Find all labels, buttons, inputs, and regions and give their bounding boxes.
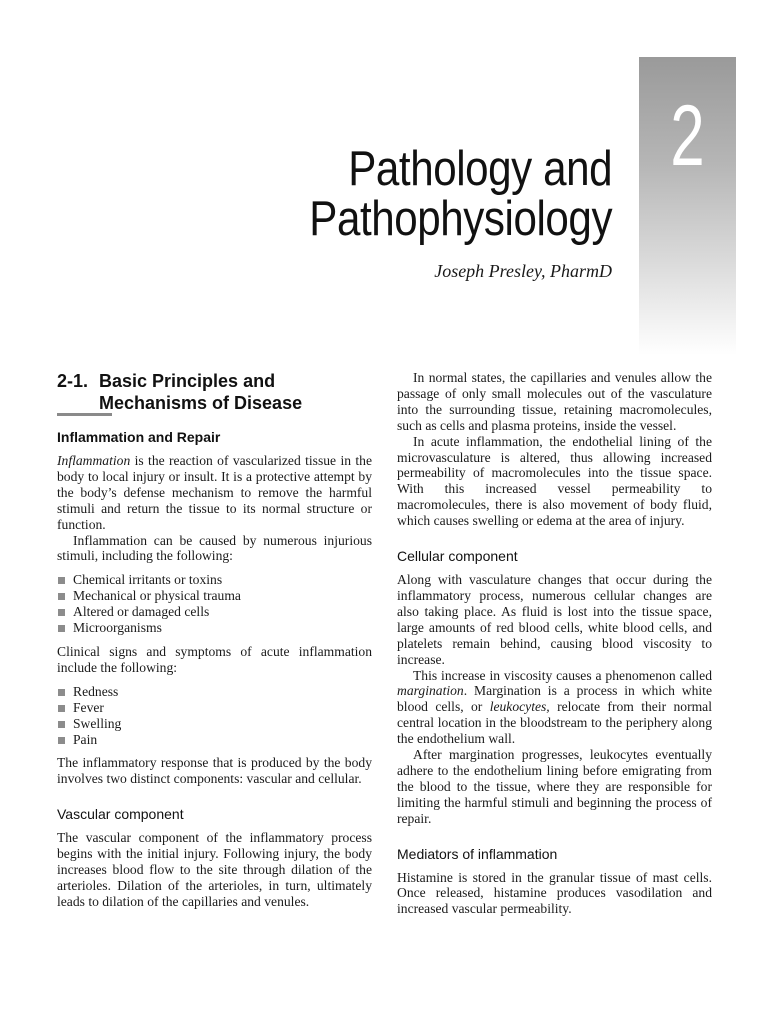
section-number: 2-1. (57, 371, 89, 391)
paragraph-margination: This increase in viscosity causes a phenomenon called margination. Margination is a process in which white blood cells, or leukocytes, relocate from their normal central location in the bloodstream to the periphery along the endothelium wall. (397, 667, 712, 747)
chapter-author: Joseph Presley, PharmD (434, 261, 612, 281)
list-item: Altered or damaged cells (57, 604, 372, 620)
paragraph-emigration: After margination progresses, leukocytes eventually adhere to the endothelium lining before emigrating from the blood to the tissue, where they are responsible for limiting the harmful stimuli and beginning the process of repair. (397, 747, 712, 826)
paragraph-histamine: Histamine is stored in the granular tissue of mast cells. Once released, histamine produces vasodilation and increased vascular permeability. (397, 869, 712, 917)
paragraph-inflammation-definition (57, 453, 372, 533)
paragraph-causes-intro: Inflammation can be caused by numerous injurious stimuli, including the following: (57, 532, 372, 564)
bullet-square-icon (58, 593, 65, 600)
list-item: Pain (57, 732, 372, 748)
bullet-square-icon (58, 689, 65, 696)
paragraph-components-intro: The inflammatory response that is produced by the body involves two distinct components: vascular and cellular. (57, 755, 372, 787)
causes-list (57, 572, 372, 636)
bullet-square-icon (58, 705, 65, 712)
list-item: Mechanical or physical trauma (57, 588, 372, 604)
subheading-cellular-component: Cellular component (397, 548, 518, 565)
term-leukocytes: leukocytes, (489, 699, 550, 715)
paragraph-normal-states: In normal states, the capillaries and venules allow the passage of only small molecules out of the vasculature into the surrounding tissue, retaining macromolecules, such as cells and plasma proteins, inside the vessel. (397, 370, 712, 433)
chapter-number: 2 (670, 88, 705, 184)
term-margination: margination (397, 683, 464, 699)
subheading-inflammation-repair: Inflammation and Repair (57, 429, 221, 445)
signs-list (57, 684, 372, 748)
list-item: Swelling (57, 716, 372, 732)
bullet-square-icon (58, 737, 65, 744)
bullet-square-icon (58, 609, 65, 616)
section-heading-rule (57, 413, 112, 416)
subheading-vascular-component: Vascular component (57, 806, 184, 823)
chapter-tab (639, 57, 736, 355)
subheading-mediators: Mediators of inflammation (397, 845, 558, 862)
bullet-square-icon (58, 625, 65, 632)
chapter-title (260, 144, 612, 244)
list-item: Redness (57, 684, 372, 700)
list-item: Chemical irritants or toxins (57, 572, 372, 588)
section-title-line-2: Mechanisms of Disease (99, 393, 303, 413)
paragraph-signs-intro: Clinical signs and symptoms of acute inflammation include the following: (57, 643, 372, 675)
section-heading (57, 370, 372, 414)
paragraph-cellular-changes: Along with vasculature changes that occur during the inflammatory process, numerous cellular changes are also taking place. As fluid is lost into the tissue space, large amounts of red blood cells, white blood cells, and platelets remain behind, causing blood viscosity to increase. (397, 572, 712, 667)
list-item: Microorganisms (57, 620, 372, 636)
bullet-square-icon (58, 721, 65, 728)
chapter-title-line-2: Pathophysiology (309, 192, 612, 246)
list-item: Fever (57, 700, 372, 716)
right-column (397, 370, 712, 917)
paragraph-vascular-component: The vascular component of the inflammatory process begins with the initial injury. Following injury, the body increases blood flow to the site through dilation of the arterioles. Dilation of the arterioles, in turn, ultimately leads to dilation of the capillaries and venules. (57, 830, 372, 909)
paragraph-acute-inflammation: In acute inflammation, the endothelial lining of the microvasculature is altered, thus allowing increased permeability of macromolecules into the tissue space. With this increased vessel permeability to macromolecules, there is also movement of body fluid, which causes swelling or edema at the area of injury. (397, 433, 712, 529)
term-inflammation: Inflammation (57, 453, 131, 468)
paragraph-inflammation-definition-text: is the reaction of vascularized tissue in the body to local injury or insult. It is a protective attempt by the body’s defense mechanism to remove the harmful stimuli and return the tissue to its normal structure or function. (57, 453, 372, 532)
bullet-square-icon (58, 577, 65, 584)
left-column (57, 370, 372, 910)
chapter-title-line-1: Pathology and (348, 142, 612, 196)
section-title-line-1: Basic Principles and (99, 371, 276, 391)
